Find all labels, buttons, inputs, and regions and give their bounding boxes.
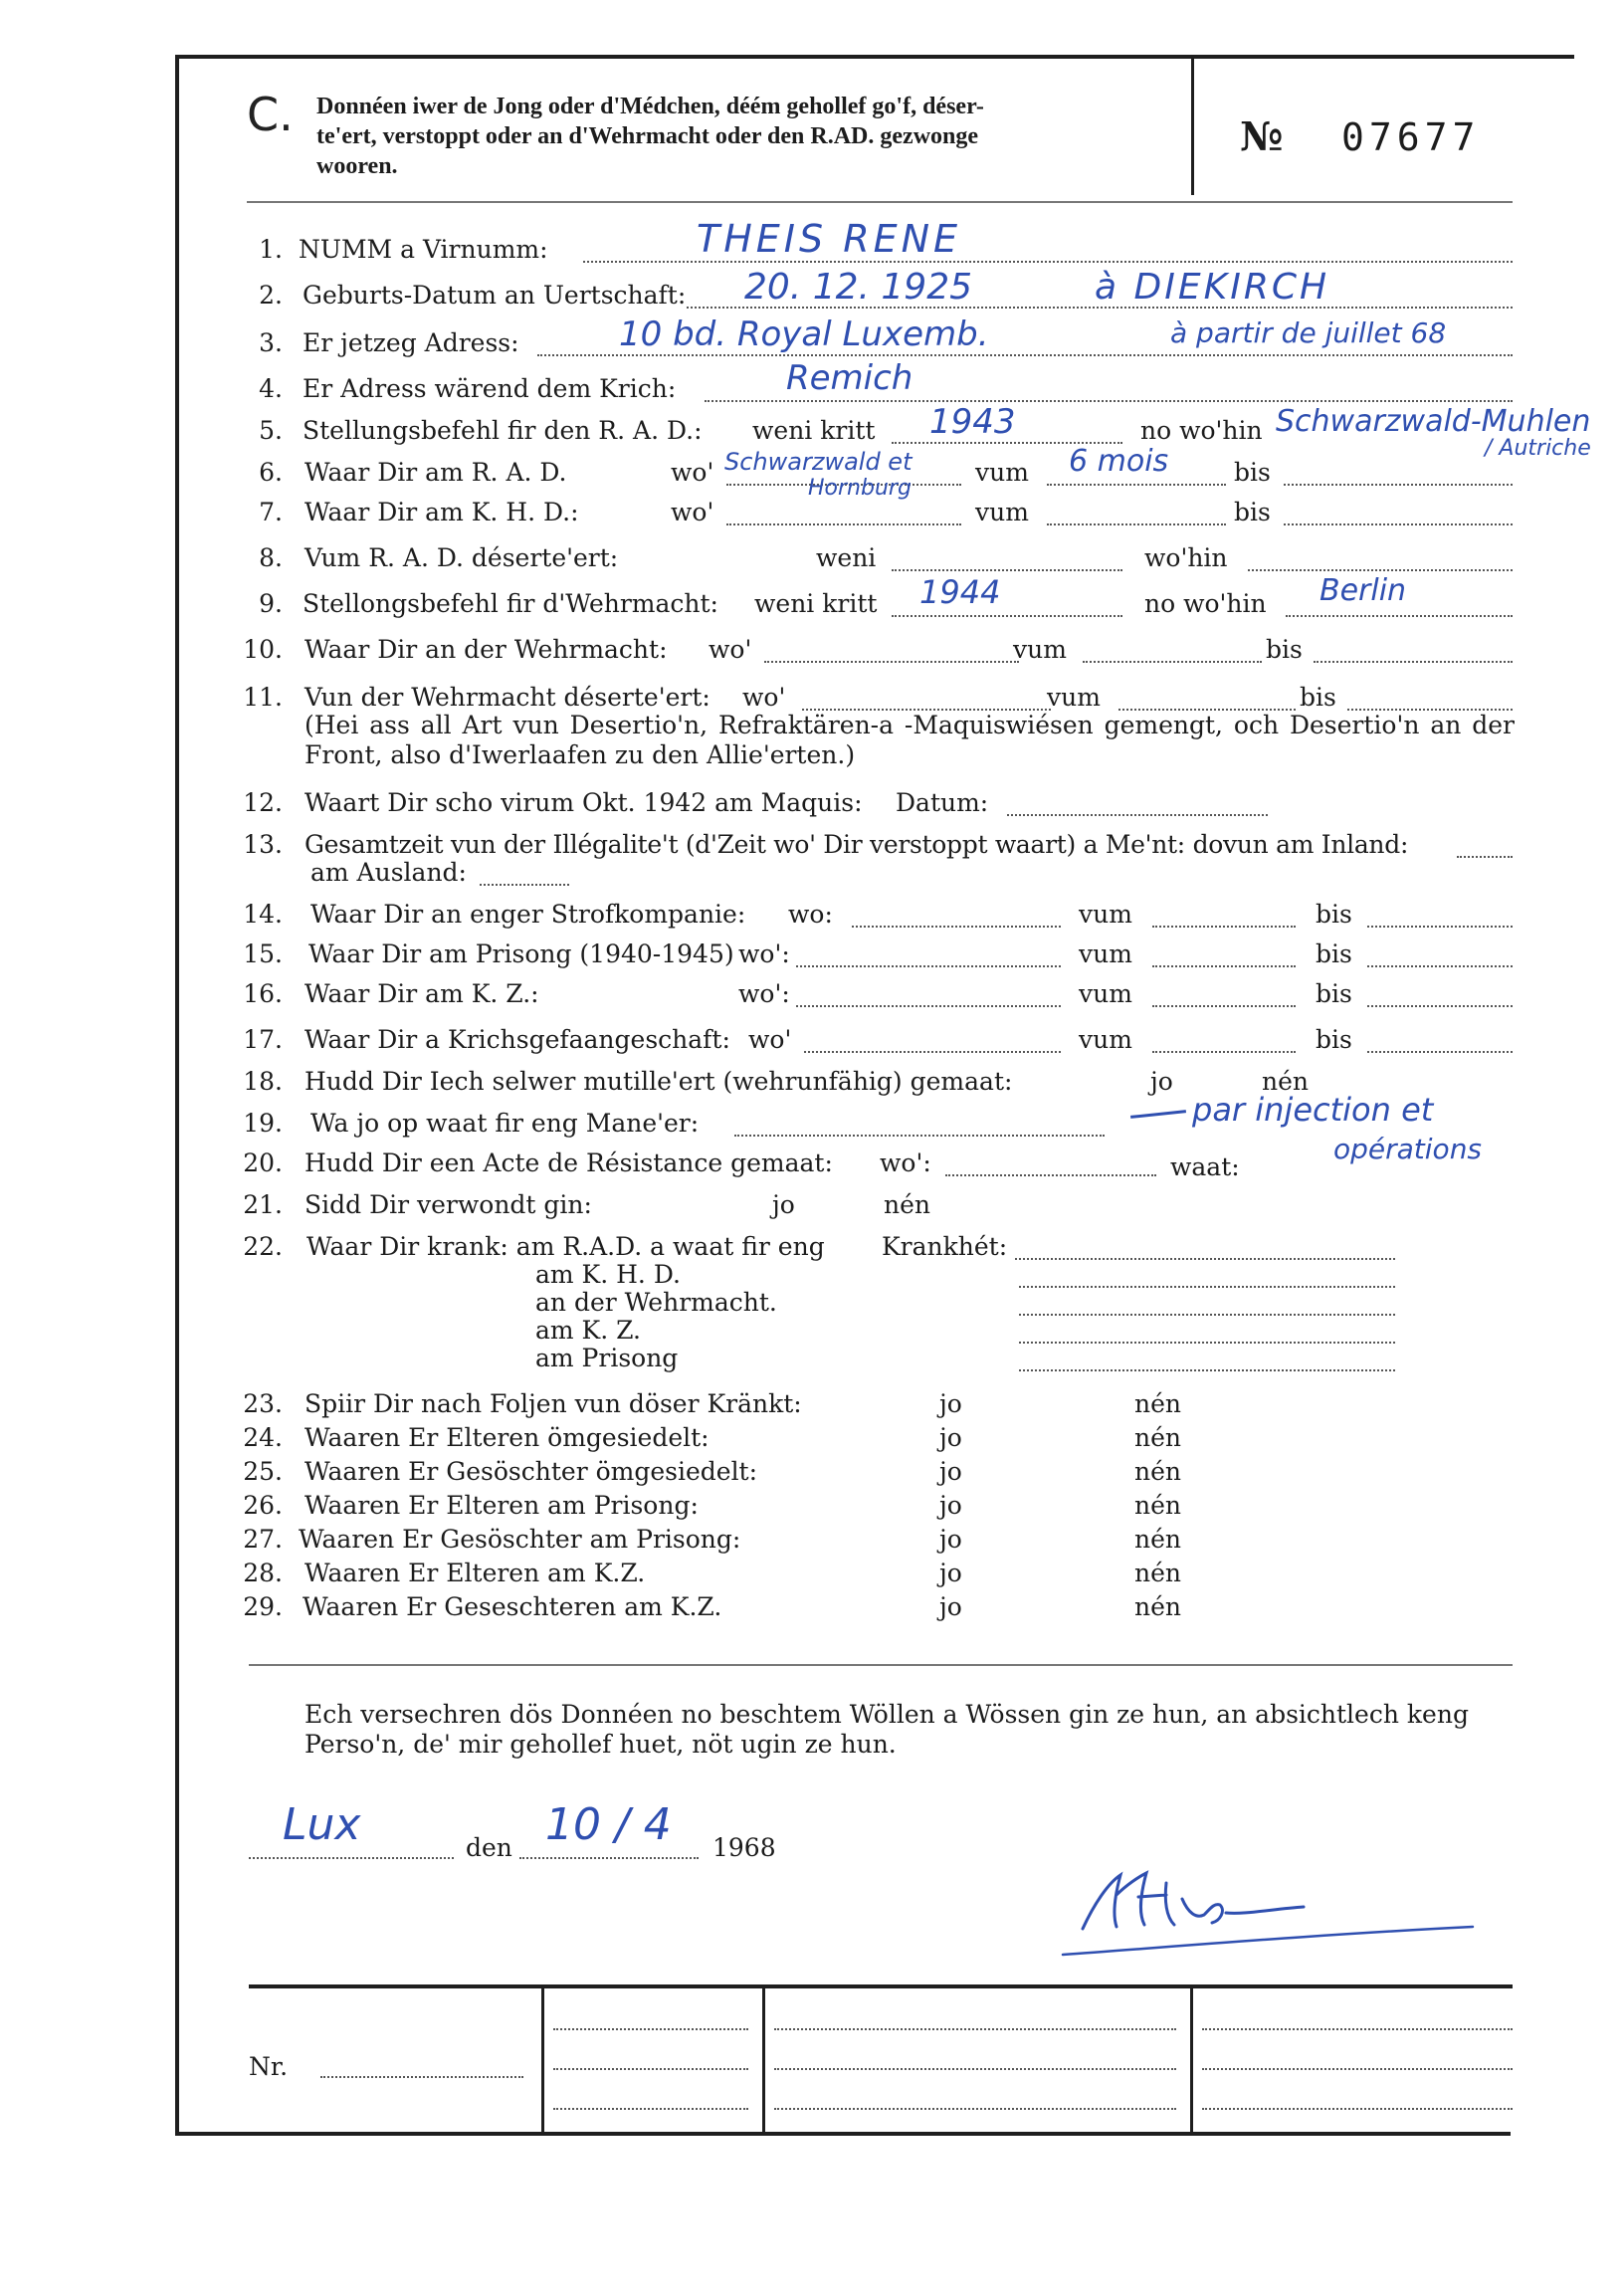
q20-number: 20. — [243, 1148, 283, 1177]
q23-label: Spiir Dir nach Foljen vun döser Kränkt: — [304, 1389, 802, 1418]
q16-vum: vum — [1079, 979, 1132, 1008]
q13-number: 13. — [243, 830, 283, 859]
q24-jo: jo — [939, 1423, 962, 1452]
q11-label: Vun der Wehrmacht déserte'ert: — [304, 683, 710, 712]
q8-line-a — [892, 569, 1122, 571]
declaration-text: Ech versechren dös Donnéen no beschtem Wöllen a Wössen gin ze hun, an absichtlech keng Perso'n, de' mir gehollef huet, nöt ugin ze hun. — [304, 1700, 1469, 1759]
q5-no-wohin: no wo'hin — [1140, 416, 1263, 445]
hw-mutilation-2: opérations — [1333, 1133, 1483, 1165]
footer-col-1 — [541, 1986, 544, 2136]
q11-vum: vum — [1047, 683, 1101, 712]
q13-label: Gesamtzeit vun der Illégalite't (d'Zeit wo' Dir verstoppt waart) a Me'nt: dovun am Inland: — [304, 830, 1409, 859]
hw-place: Lux — [283, 1799, 361, 1850]
q11-number: 11. — [243, 683, 283, 712]
year-label: 1968 — [712, 1833, 776, 1862]
q9-line-b — [1286, 615, 1513, 617]
q10-line-b — [1083, 661, 1262, 663]
q14-bis: bis — [1316, 900, 1352, 929]
q1-number: 1. — [259, 235, 283, 264]
q2-number: 2. — [259, 281, 283, 310]
q20-line-a — [945, 1174, 1156, 1176]
q3-number: 3. — [259, 328, 283, 357]
q17-vum: vum — [1079, 1025, 1132, 1054]
q16-line-c — [1367, 1005, 1513, 1007]
q10-wo: wo' — [709, 635, 752, 664]
q28-jo: jo — [939, 1559, 962, 1587]
header-title-line-2: te'ert, verstoppt oder an d'Wehrmacht oder den R.AD. gezwonge — [316, 123, 979, 149]
q9-no-wohin: no wo'hin — [1144, 589, 1267, 618]
q8-label: Vum R. A. D. déserte'ert: — [304, 543, 619, 572]
footer-col-3 — [1190, 1986, 1193, 2136]
q7-line-b — [1047, 523, 1226, 525]
q29-number: 29. — [243, 1592, 283, 1621]
q10-label: Waar Dir an der Wehrmacht: — [304, 635, 668, 664]
q22-line-3 — [1019, 1314, 1395, 1316]
q28-nen: nén — [1134, 1559, 1181, 1587]
q16-wo: wo': — [738, 979, 790, 1008]
q25-nen: nén — [1134, 1457, 1181, 1486]
q28-number: 28. — [243, 1559, 283, 1587]
q24-nen: nén — [1134, 1423, 1181, 1452]
q15-line-c — [1367, 965, 1513, 967]
q16-bis: bis — [1316, 979, 1352, 1008]
q15-line-b — [1152, 965, 1296, 967]
section-letter: C. — [247, 88, 294, 141]
q16-label: Waar Dir am K. Z.: — [304, 979, 539, 1008]
q14-line-a — [852, 926, 1061, 928]
hw-birth-place: à DIEKIRCH — [1095, 267, 1330, 308]
form-frame-left — [175, 55, 179, 2135]
q15-number: 15. — [243, 939, 283, 968]
q28-label: Waaren Er Elteren am K.Z. — [304, 1559, 646, 1587]
q14-label: Waar Dir an enger Strofkompanie: — [310, 900, 746, 929]
q25-label: Waaren Er Gesöschter ömgesiedelt: — [304, 1457, 758, 1486]
q6-label: Waar Dir am R. A. D. — [304, 458, 567, 487]
q9-weni-kritt: weni kritt — [754, 589, 878, 618]
declaration-rule — [249, 1664, 1513, 1666]
footer-c2-line-1 — [774, 2028, 1176, 2030]
q12-number: 12. — [243, 788, 283, 817]
form-frame-top — [175, 55, 1574, 59]
q16-line-a — [796, 1005, 1061, 1007]
q6-vum: vum — [975, 458, 1029, 487]
q23-jo: jo — [939, 1389, 962, 1418]
q4-label: Er Adress wärend dem Krich: — [303, 374, 677, 403]
q23-nen: nén — [1134, 1389, 1181, 1418]
q13-ausland: am Ausland: — [310, 858, 467, 887]
q10-number: 10. — [243, 635, 283, 664]
q15-label: Waar Dir am Prisong (1940-1945) — [308, 939, 734, 968]
hw-rad-place: Schwarzwald et — [724, 448, 913, 476]
number-label: № — [1240, 113, 1284, 160]
q27-label: Waaren Er Gesöschter am Prisong: — [299, 1525, 741, 1554]
q7-bis: bis — [1234, 498, 1271, 526]
footer-c2-line-3 — [774, 2108, 1176, 2110]
q24-number: 24. — [243, 1423, 283, 1452]
footer-c1-line-3 — [553, 2108, 748, 2110]
q25-jo: jo — [939, 1457, 962, 1486]
q8-weni: weni — [816, 543, 877, 572]
hw-date: 10 / 4 — [545, 1799, 672, 1850]
q22-krankhet: Krankhét: — [882, 1232, 1008, 1261]
q29-jo: jo — [939, 1592, 962, 1621]
footer-c2-line-2 — [774, 2068, 1176, 2070]
nr-line — [320, 2076, 523, 2078]
q5-label: Stellungsbefehl fir den R. A. D.: — [303, 416, 703, 445]
hw-address: 10 bd. Royal Luxemb. — [619, 314, 989, 354]
q27-nen: nén — [1134, 1525, 1181, 1554]
q17-line-b — [1152, 1051, 1296, 1053]
q10-line-a — [764, 661, 1019, 663]
q27-number: 27. — [243, 1525, 283, 1554]
q6-number: 6. — [259, 458, 283, 487]
place-line — [249, 1857, 454, 1859]
q14-line-b — [1152, 926, 1296, 928]
q18-number: 18. — [243, 1067, 283, 1096]
q18-label: Hudd Dir Iech selwer mutille'ert (wehrunfähig) gemaat: — [304, 1067, 1013, 1096]
q23-number: 23. — [243, 1389, 283, 1418]
q26-label: Waaren Er Elteren am Prisong: — [304, 1491, 699, 1520]
footer-c1-line-2 — [553, 2068, 748, 2070]
q15-bis: bis — [1316, 939, 1352, 968]
hw-rad-year: 1943 — [929, 402, 1016, 442]
q16-line-b — [1152, 1005, 1296, 1007]
footer-c3-line-1 — [1202, 2028, 1513, 2030]
q11-note: (Hei ass all Art vun Desertio'n, Refraktären-a -Maquiswiésen gemengt, och Desertio'n an der Front, also d'Iwerlaafen zu den Allie'erten.) — [304, 711, 1515, 769]
q13-line-b — [480, 884, 569, 886]
q27-jo: jo — [939, 1525, 962, 1554]
q7-line-c — [1284, 523, 1513, 525]
q24-label: Waaren Er Elteren ömgesiedelt: — [304, 1423, 710, 1452]
hw-wehrmacht-where: Berlin — [1320, 573, 1407, 608]
q4-number: 4. — [259, 374, 283, 403]
q9-number: 9. — [259, 589, 283, 618]
q15-vum: vum — [1079, 939, 1132, 968]
q1-line — [583, 261, 1513, 263]
q17-line-c — [1367, 1051, 1513, 1053]
q17-line-a — [804, 1051, 1061, 1053]
q3-line — [537, 354, 1513, 356]
q25-number: 25. — [243, 1457, 283, 1486]
q22-line-4 — [1019, 1342, 1395, 1344]
q21-nen: nén — [884, 1190, 930, 1219]
q13-line-a — [1457, 856, 1513, 858]
q8-line-b — [1248, 569, 1513, 571]
hw-war-address: Remich — [786, 358, 914, 398]
q17-wo: wo' — [748, 1025, 792, 1054]
q12-label: Waart Dir scho virum Okt. 1942 am Maquis: — [304, 788, 863, 817]
header-title-line-3: wooren. — [316, 153, 398, 179]
q22-label: Waar Dir krank: am R.A.D. a waat fir eng — [306, 1232, 825, 1261]
q15-line-a — [796, 965, 1061, 967]
hw-rad-duration: 6 mois — [1069, 444, 1169, 479]
q22-line-5 — [1019, 1369, 1395, 1371]
hw-rad-where-2: / Autriche — [1485, 436, 1591, 461]
q7-vum: vum — [975, 498, 1029, 526]
nr-label: Nr. — [249, 2052, 289, 2081]
form-number: 07677 — [1341, 115, 1481, 159]
den-label: den — [466, 1833, 512, 1862]
hw-mutilation-1: par injection et — [1192, 1091, 1434, 1129]
q26-number: 26. — [243, 1491, 283, 1520]
q20-waat: waat: — [1170, 1152, 1240, 1181]
header-title-line-1: Donnéen iwer de Jong oder d'Médchen, déém gehollef go'f, déser- — [316, 94, 984, 119]
q22-line-2 — [1019, 1286, 1395, 1288]
q19-label: Wa jo op waat fir eng Mane'er: — [310, 1109, 700, 1138]
q9-label: Stellongsbefehl fir d'Wehrmacht: — [303, 589, 718, 618]
footer-top-rule — [249, 1984, 1513, 1988]
q18-nen: nén — [1262, 1067, 1309, 1096]
q22-sub-prisong: am Prisong — [535, 1344, 679, 1372]
q22-sub-kz: am K. Z. — [535, 1316, 642, 1345]
q18-jo: jo — [1150, 1067, 1173, 1096]
q5-number: 5. — [259, 416, 283, 445]
q7-label: Waar Dir am K. H. D.: — [304, 498, 579, 526]
hw-rad-place-2: Hornburg — [808, 476, 912, 501]
q22-sub-khd: am K. H. D. — [535, 1260, 681, 1289]
q6-line-c — [1284, 484, 1513, 486]
q14-wo: wo: — [788, 900, 833, 929]
q14-line-c — [1367, 926, 1513, 928]
q17-bis: bis — [1316, 1025, 1352, 1054]
q7-wo: wo' — [671, 498, 714, 526]
header-divider — [1191, 58, 1194, 195]
date-line — [519, 1857, 699, 1859]
q10-vum: vum — [1013, 635, 1067, 664]
q5-weni-kritt: weni kritt — [752, 416, 876, 445]
q7-number: 7. — [259, 498, 283, 526]
q11-bis: bis — [1300, 683, 1336, 712]
q17-number: 17. — [243, 1025, 283, 1054]
footer-c1-line-1 — [553, 2028, 748, 2030]
signature-icon — [1055, 1855, 1532, 1965]
q19-line — [734, 1135, 1105, 1137]
q14-number: 14. — [243, 900, 283, 929]
q4-line — [705, 400, 1513, 402]
header-rule — [247, 201, 1513, 203]
footer-c3-line-3 — [1202, 2108, 1513, 2110]
hw-dash-mark — [1130, 1110, 1186, 1119]
q29-label: Waaren Er Geseschteren am K.Z. — [303, 1592, 722, 1621]
q3-label: Er jetzeg Adress: — [303, 328, 519, 357]
q7-line-a — [726, 523, 961, 525]
q6-line-b — [1047, 484, 1226, 486]
form-frame-bottom — [175, 2132, 1511, 2136]
footer-c3-line-2 — [1202, 2068, 1513, 2070]
hw-wehrmacht-year: 1944 — [919, 573, 1001, 611]
q10-line-c — [1314, 661, 1513, 663]
q12-line — [1007, 814, 1268, 816]
q9-line-a — [892, 615, 1122, 617]
q26-nen: nén — [1134, 1491, 1181, 1520]
footer-col-2 — [762, 1986, 765, 2136]
q14-vum: vum — [1079, 900, 1132, 929]
q11-wo: wo' — [742, 683, 786, 712]
q22-number: 22. — [243, 1232, 283, 1261]
hw-birth-date: 20. 12. 1925 — [744, 267, 973, 308]
q21-jo: jo — [772, 1190, 795, 1219]
q20-wo: wo': — [880, 1148, 931, 1177]
q16-number: 16. — [243, 979, 283, 1008]
q1-label: NUMM a Virnumm: — [299, 235, 548, 264]
q10-bis: bis — [1266, 635, 1303, 664]
hw-name: THEIS RENE — [697, 217, 962, 261]
q29-nen: nén — [1134, 1592, 1181, 1621]
q21-number: 21. — [243, 1190, 283, 1219]
q12-datum: Datum: — [896, 788, 989, 817]
q8-number: 8. — [259, 543, 283, 572]
q8-wohin: wo'hin — [1144, 543, 1228, 572]
q20-label: Hudd Dir een Acte de Résistance gemaat: — [304, 1148, 833, 1177]
q6-wo: wo' — [671, 458, 714, 487]
q22-sub-wehrmacht: an der Wehrmacht. — [535, 1288, 777, 1317]
q22-line-1 — [1015, 1258, 1395, 1260]
q6-bis: bis — [1234, 458, 1271, 487]
q26-jo: jo — [939, 1491, 962, 1520]
q2-label: Geburts-Datum an Uertschaft: — [303, 281, 687, 310]
q15-wo: wo': — [738, 939, 790, 968]
hw-rad-where: Schwarzwald-Muhlen — [1276, 404, 1591, 439]
q17-label: Waar Dir a Krichsgefaangeschaft: — [304, 1025, 730, 1054]
q21-label: Sidd Dir verwondt gin: — [304, 1190, 592, 1219]
q19-number: 19. — [243, 1109, 283, 1138]
hw-address-note: à partir de juillet 68 — [1170, 316, 1447, 349]
declaration-line-1 — [304, 1700, 1511, 1760]
